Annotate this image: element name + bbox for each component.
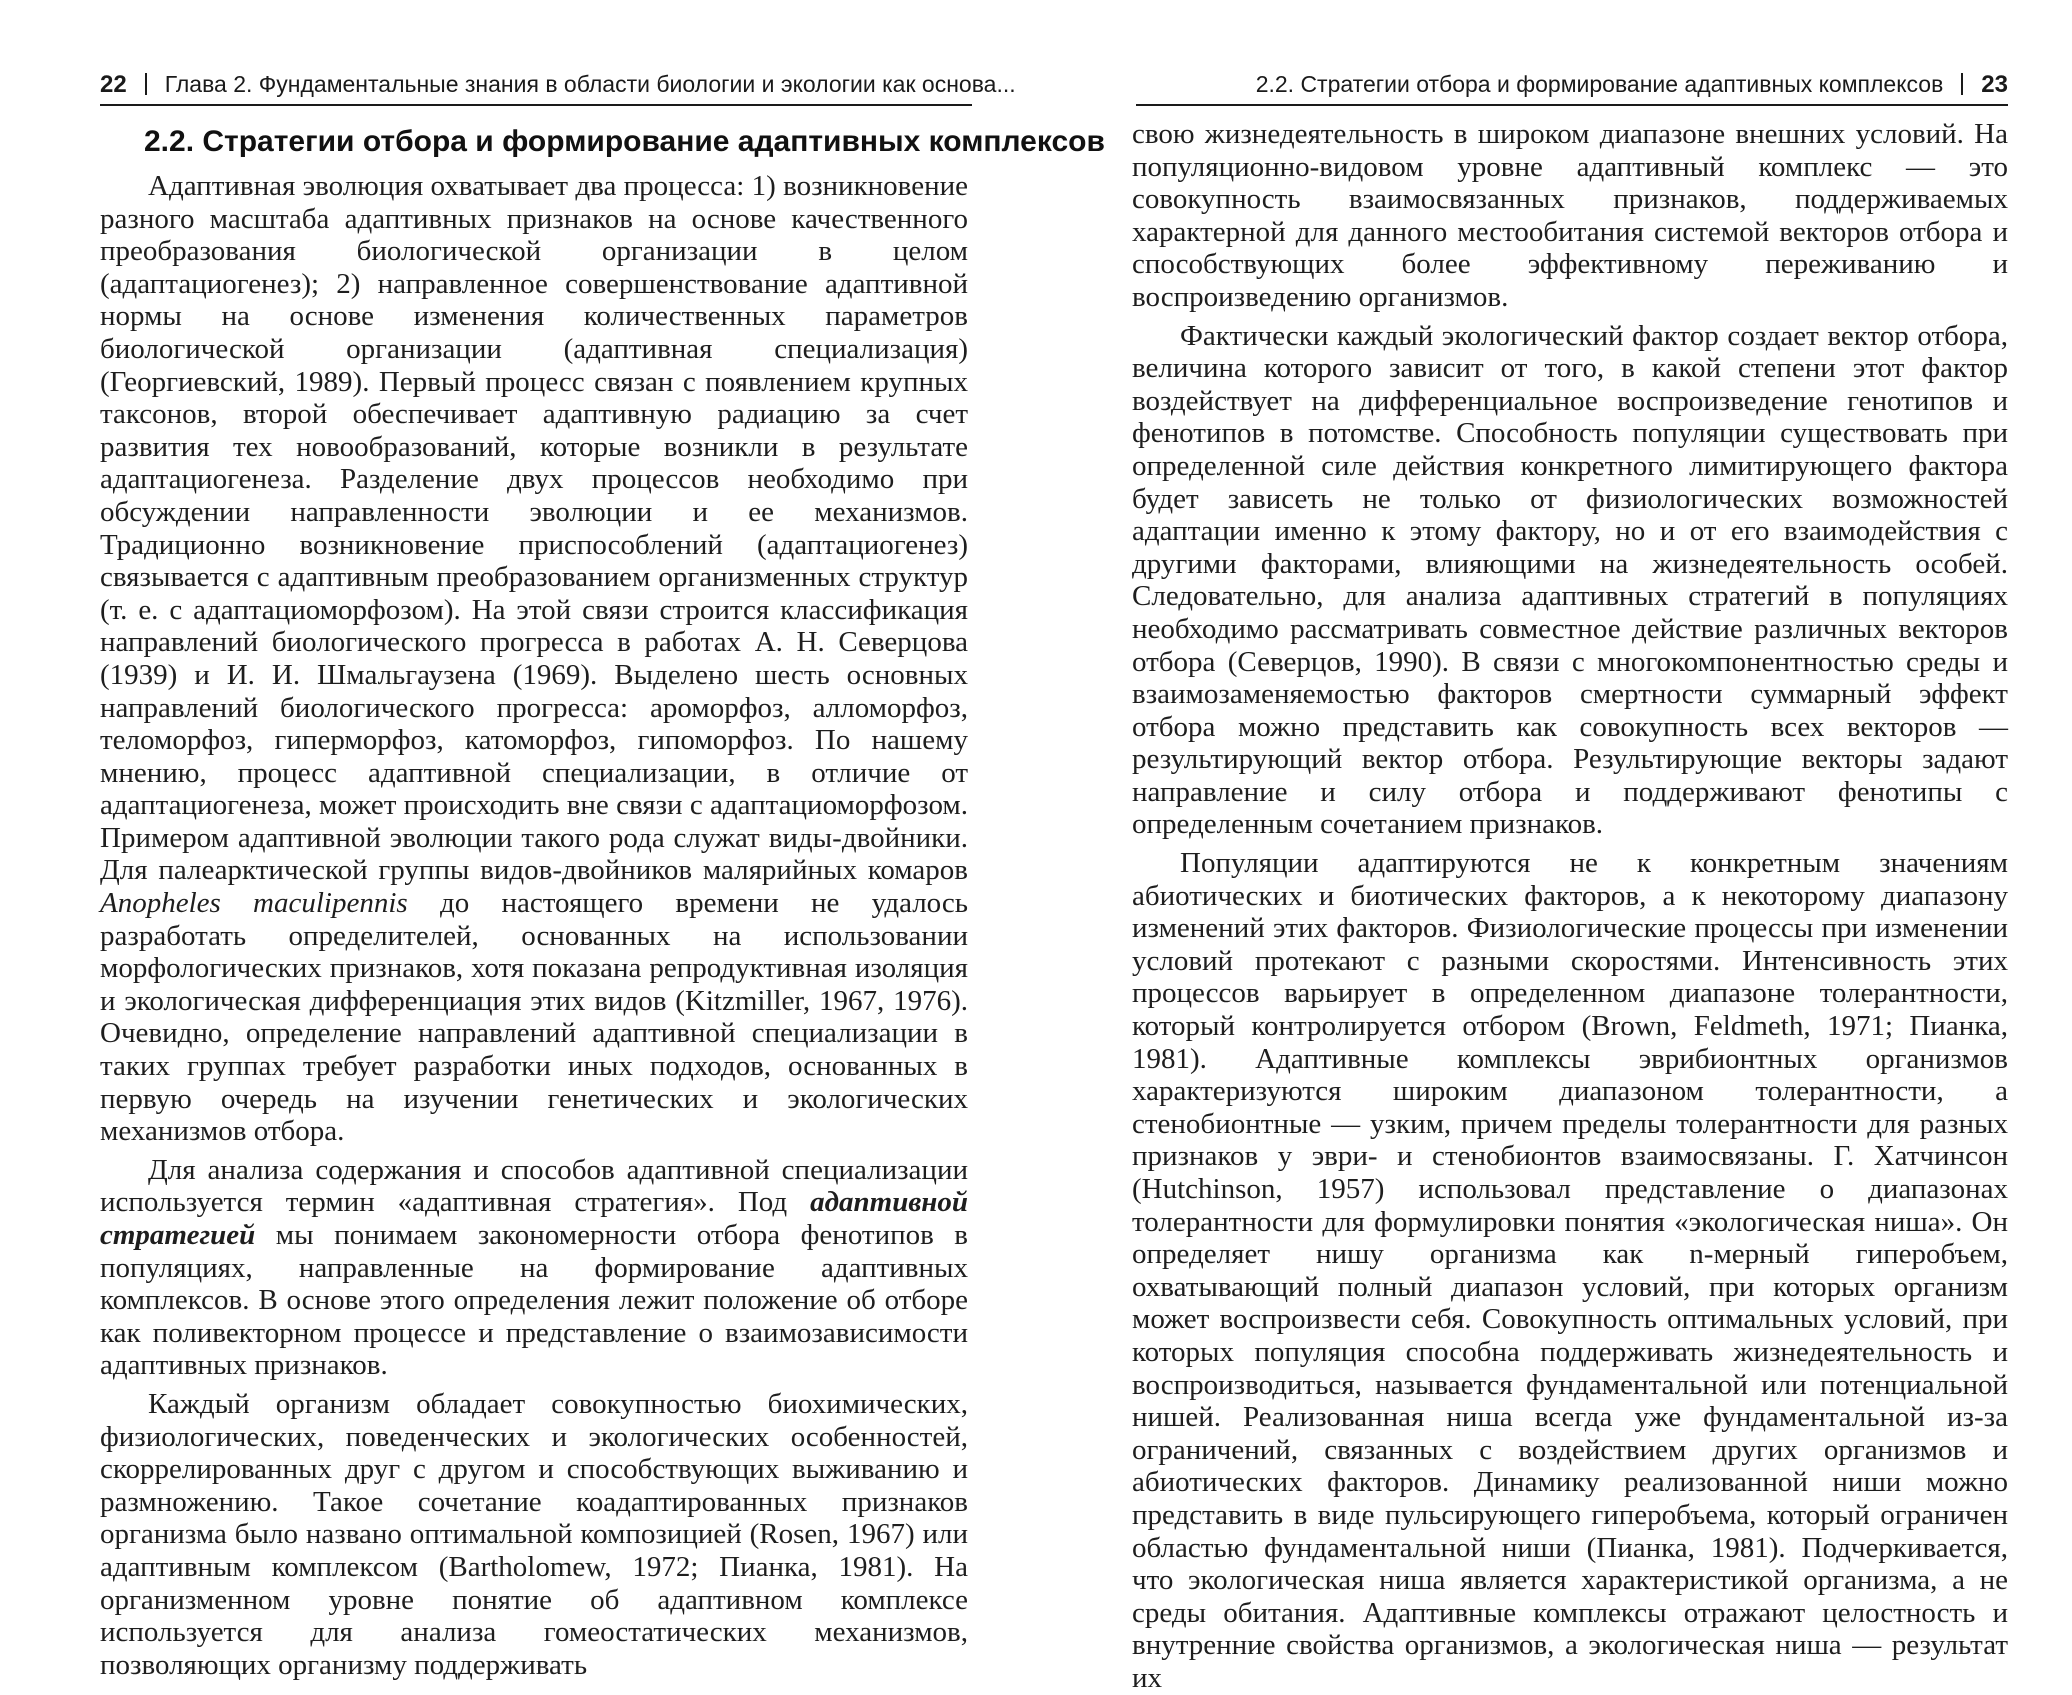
paragraph: свою жизнедеятельность в широком диапазоне внешних условий. На популяционно-видовом уровне адаптивный комплекс — это совокупность взаимосвязанных признаков, поддерживаемых характерной для данного местообитания системой векторов отбора и способствующих более эффективному переживанию и воспроизведению организмов.	[1132, 118, 2008, 313]
paragraph: Популяции адаптируются не к конкретным значениям абиотических и биотических факторов, а к некоторому диапазону изменений этих факторов. Физиологические процессы при изменении условий протекают с разными скоростями. Интенсивность этих процессов варьирует в определенном диапазоне толерантности, который контролируется отбором (Brown, Feldmeth, 1971; Пианка, 1981). Адаптивные комплексы эврибионтных организмов характеризуются широким диапазоном толерантности, а стенобионтные — узким, причем пределы толерантности для разных признаков у эври- и стенобионтов взаимосвязаны. Г. Хатчинсон (Hutchinson, 1957) использовал представление о диапазонах толерантности для формулировки понятия «экологическая ниша». Он определяет нишу организма как n-мерный гиперобъем, охватывающий полный диапазон условий, при которых организм может воспроизвести себя. Совокупность оптимальных условий, при которых популяция способна поддерживать жизнедеятельность и воспроизводиться, называется фундаментальной или потенциальной нишей. Реализованная ниша всегда уже фундаментальной из-за ограничений, связанных с воздействием других организмов и абиотических факторов. Динамику реализованной ниши можно представить в виде пульсирующего гиперобъема, который ограничен областью фундаментальной ниши (Пианка, 1981). Подчеркивается, что экологическая ниша является характеристикой организма, а не среды обитания. Адаптивные комплексы отражают целостность и внутренние свойства организмов, а экологическая ниша — результат их	[1132, 847, 2008, 1694]
term-emphasis: адаптивной стратегией	[100, 1186, 969, 1251]
header-rule-left	[100, 104, 972, 106]
right-page	[1036, 0, 2072, 1694]
header-rule-right	[1136, 104, 2008, 106]
running-head-left	[100, 62, 1016, 106]
page-number-right: 23	[1981, 71, 2008, 98]
page-number-left: 22	[100, 71, 127, 98]
right-text-column	[1132, 118, 2008, 1695]
paragraph: Для анализа содержания и способов адаптивной специализации используется термин «адаптивная стратегия». Под адаптивной стратегией мы понимаем закономерности отбора фенотипов в популяциях, направленные на формирование адаптивных комплексов. В основе этого определения лежит положение об отборе как поливекторном процессе и представление о взаимозависимости адаптивных признаков.	[100, 1153, 969, 1382]
paragraph: Адаптивная эволюция охватывает два процесса: 1) возникновение разного масштаба адаптивных признаков на основе качественного преобразования биологической организации в целом (адаптациогенез); 2) направленное совершенствование адаптивной нормы на основе изменения количественных параметров биологической организации (адаптивная специализация) (Георгиевский, 1989). Первый процесс связан с появлением крупных таксонов, второй обеспечивает адаптивную радиацию за счет развития тех новообразований, которые возникли в результате адаптациогенеза. Разделение двух процессов необходимо при обсуждении направленности эволюции и ее механизмов. Традиционно возникновение приспособлений (адаптациогенез) связывается с адаптивным преобразованием организменных структур (т. е. с адаптациоморфозом). На этой связи строится классификация направлений биологического прогресса в работах А. Н. Северцова (1939) и И. И. Шмальгаузена (1969). Выделено шесть основных направлений биологического прогресса: ароморфоз, алломорфоз, теломорфоз, гиперморфоз, катоморфоз, гипоморфоз. По нашему мнению, процесс адаптивной специализации, в отличие от адаптациогенеза, может происходить вне связи с адаптациоморфозом. Примером адаптивной эволюции такого рода служат виды-двойники. Для палеарктической группы видов-двойников малярийных комаров Anopheles maculipennis до настоящего времени не удалось разработать определителей, основанных на использовании морфологических признаков, хотя показана репродуктивная изоляция и экологическая дифференциация этих видов (Kitzmiller, 1967, 1976). Очевидно, определение направлений адаптивной специализации в таких группах требует разработки иных подходов, основанных в первую очередь на изучении генетических и экологических механизмов отбора.	[100, 170, 968, 1148]
section-title: 2.2. Стратегии отбора и формирование адаптивных комплексов	[144, 125, 1105, 158]
running-head-right	[1136, 62, 2008, 106]
running-head-text-right: 2.2. Стратегии отбора и формирование адаптивных комплексов	[1255, 71, 1944, 97]
header-separator	[145, 73, 147, 95]
header-separator	[1961, 73, 1963, 95]
left-text-column	[100, 170, 968, 1681]
paragraph: Фактически каждый экологический фактор создает вектор отбора, величина которого зависит от того, в какой степени этот фактор воздействует на дифференциальное воспроизведение генотипов и фенотипов в потомстве. Способность популяции существовать при определенной силе действия конкретного лимитирующего фактора будет зависеть не только от физиологических возможностей адаптации именно к этому фактору, но и от его взаимодействия с другими факторами, влияющими на жизнедеятельность особей. Следовательно, для анализа адаптивных стратегий в популяциях необходимо рассматривать совместное действие различных векторов отбора (Северцов, 1990). В связи с многокомпонентностью среды и взаимозаменяемостью факторов смертности суммарный эффект отбора можно представить как совокупность всех векторов — результирующий вектор отбора. Результирующие векторы задают направление и силу отбора и поддерживают фенотипы с определенным сочетанием признаков.	[1132, 319, 2008, 841]
paragraph: Каждый организм обладает совокупностью биохимических, физиологических, поведенческих и экологических особенностей, скоррелированных друг с другом и способствующих выживанию и размножению. Такое сочетание коадаптированных признаков организма было названо оптимальной композицией (Rosen, 1967) или адаптивным комплексом (Bartholomew, 1972; Пианка, 1981). На организменном уровне понятие об адаптивном комплексе используется для анализа гомеостатических механизмов, позволяющих организму поддерживать	[100, 1387, 968, 1681]
species-name: Anopheles maculipennis	[100, 887, 408, 920]
running-head-text-left: Глава 2. Фундаментальные знания в области биологии и экологии как основа...	[164, 71, 1016, 97]
